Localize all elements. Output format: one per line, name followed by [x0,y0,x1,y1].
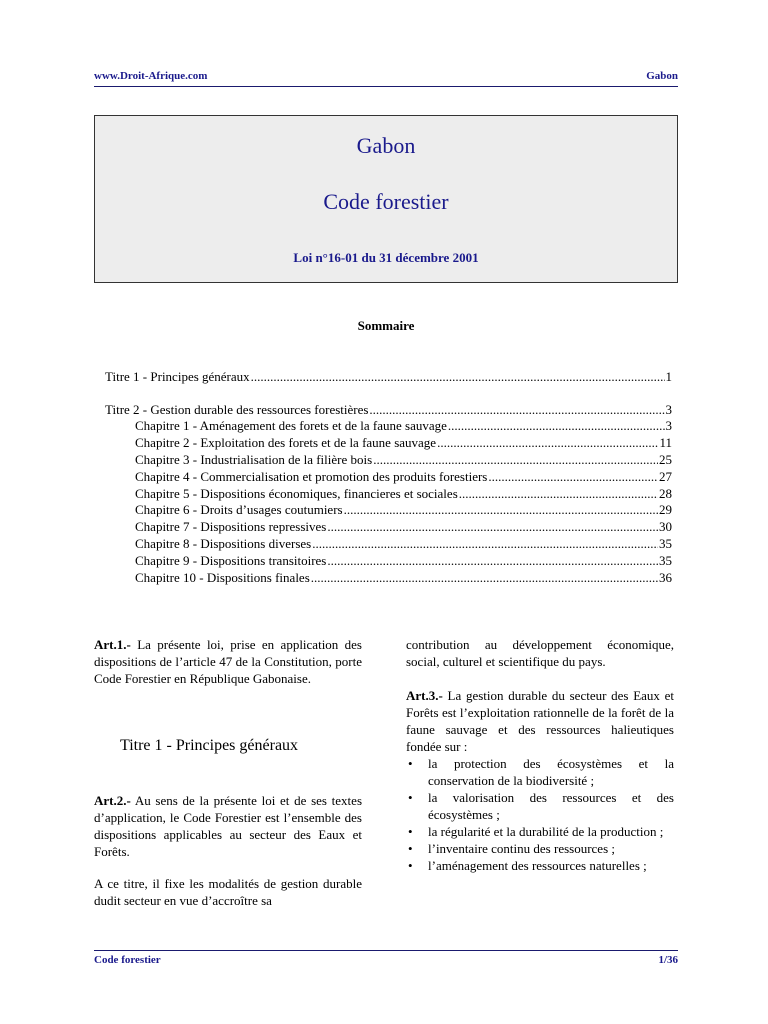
document-title: Code forestier [323,189,449,214]
page-footer [94,950,678,967]
art2-label: Art.2.- [94,793,131,808]
title-country: Gabon [356,133,416,158]
toc-entry-page: 28 [659,486,672,501]
toc-entry-page: 3 [665,402,672,417]
footer-page-number: 1/36 [658,954,678,966]
toc-entry[interactable] [135,519,672,535]
art3-bullet-list [406,755,674,874]
toc-entry[interactable] [135,452,672,468]
toc-leader-dots [327,553,658,569]
toc-entry-label: Chapitre 9 - Dispositions transitoires [135,553,327,568]
toc-entry-label: Chapitre 5 - Dispositions économiques, financieres et sociales [135,486,458,501]
law-reference: Loi n°16-01 du 31 décembre 2001 [293,250,479,265]
toc-entry-label: Titre 2 - Gestion durable des ressources forestières [105,402,369,417]
toc-entry[interactable] [135,553,672,569]
toc-entry-page: 35 [659,536,672,551]
toc-leader-dots [437,435,658,451]
section-heading-titre1: Titre 1 - Principes généraux [120,737,299,754]
list-item: • l’inventaire continu des ressources ; [406,840,674,857]
toc-entry-page: 30 [659,519,672,534]
toc-entry[interactable] [135,418,672,434]
toc-leader-dots [448,418,665,434]
toc-entry[interactable] [135,502,672,518]
toc-entry-label: Titre 1 - Principes généraux [105,369,250,384]
article-1 [94,636,362,687]
para-contribution-text: contribution au développement économique, social, culturel et scientifique du pays. [406,637,674,669]
header-country: Gabon [646,70,678,82]
toc-entry-label: Chapitre 4 - Commercialisation et promotion des produits forestiers [135,469,488,484]
art1-label: Art.1.- [94,637,131,652]
art3-text: La gestion durable du secteur des Eaux et Forêts est l’exploitation rationnelle de la forêt de la faune sauvage et des ressources halieutiques fondée sur : [406,688,674,754]
footer-title: Code forestier [94,954,161,966]
header-site-link[interactable]: www.Droit-Afrique.com [94,70,208,82]
para-a-ce-titre-text: A ce titre, il fixe les modalités de gestion durable dudit secteur en vue d’accroître sa [94,876,362,908]
toc-leader-dots [488,469,658,485]
toc-entry-label: Chapitre 2 - Exploitation des forets et de la faune sauvage [135,435,437,450]
title-box [94,115,678,283]
list-item: • l’aménagement des ressources naturelles ; [406,857,674,874]
toc-entry-label: Chapitre 6 - Droits d’usages coutumiers [135,502,343,517]
toc-entry-page: 36 [659,570,672,585]
toc-entry[interactable] [135,435,672,451]
art2-text: Au sens de la présente loi et de ses textes d’application, le Code Forestier est l’ensemble des dispositions applicables au secteur des Eaux et Forêts. [94,793,362,859]
toc-leader-dots [251,369,665,385]
toc-entry[interactable] [135,570,672,586]
summary-heading: Sommaire [357,318,415,333]
toc-entry-label: Chapitre 7 - Dispositions repressives [135,519,327,534]
toc-entry-label: Chapitre 10 - Dispositions finales [135,570,310,585]
toc-entry-label: Chapitre 1 - Aménagement des forets et de la faune sauvage [135,418,447,433]
toc-leader-dots [312,536,658,552]
toc-leader-dots [459,486,658,502]
toc-entry[interactable] [105,369,672,385]
list-item: • la protection des écosystèmes et la conservation de la biodiversité ; [406,755,674,789]
paragraph-a-ce-titre [94,875,362,909]
toc-leader-dots [311,570,658,586]
list-item: • la valorisation des ressources et des écosystèmes ; [406,789,674,823]
article-3 [406,687,674,874]
toc-entry-page: 11 [659,435,672,450]
toc-entry[interactable] [135,536,672,552]
toc-entry[interactable] [135,486,672,502]
toc-entry-page: 35 [659,553,672,568]
toc-leader-dots [327,519,658,535]
art3-label: Art.3.- [406,688,443,703]
toc-entry-label: Chapitre 3 - Industrialisation de la filière bois [135,452,373,467]
art1-text: La présente loi, prise en application des dispositions de l’article 47 de la Constitution, porte Code Forestier en République Gabonaise. [94,637,362,686]
toc-entry-page: 29 [659,502,672,517]
toc-leader-dots [344,502,658,518]
toc-leader-dots [369,402,664,418]
toc-entry-label: Chapitre 8 - Dispositions diverses [135,536,312,551]
toc-entry[interactable] [105,402,672,418]
paragraph-contribution [406,636,674,670]
toc-leader-dots [373,452,658,468]
toc-entry-page: 25 [659,452,672,467]
toc-entry-page: 1 [665,369,672,384]
article-2 [94,792,362,860]
toc-entry-page: 3 [665,418,672,433]
toc-entry-page: 27 [659,469,672,484]
page-header [94,70,678,87]
toc-entry[interactable] [135,469,672,485]
list-item: • la régularité et la durabilité de la production ; [406,823,674,840]
